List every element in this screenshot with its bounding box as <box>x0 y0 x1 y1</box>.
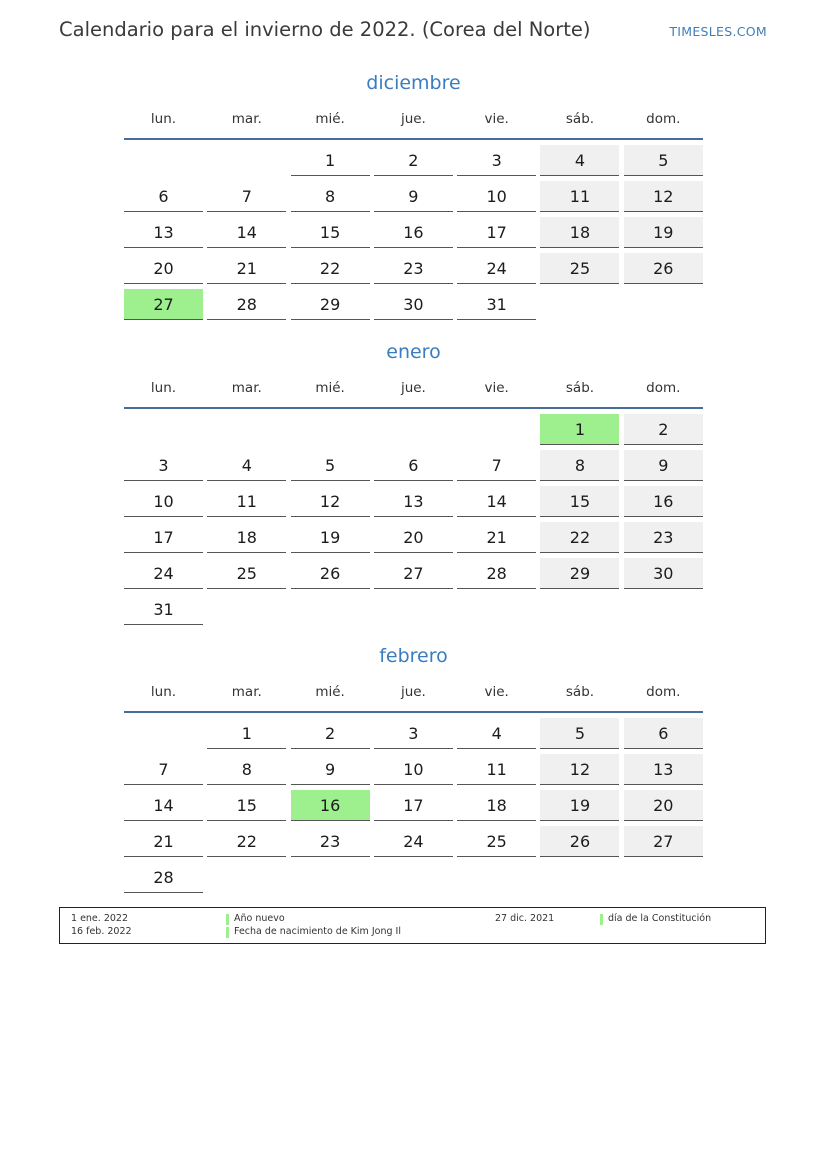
day-cell[interactable]: 8 <box>540 450 619 481</box>
day-cell[interactable]: 13 <box>124 217 203 248</box>
day-cell[interactable]: 27 <box>374 558 453 589</box>
empty-cell <box>457 862 536 893</box>
day-cell[interactable]: 4 <box>540 145 619 176</box>
day-grid <box>124 414 703 625</box>
legend-holiday-3: Fecha de nacimiento de Kim Jong Il <box>234 926 401 937</box>
empty-cell <box>540 594 619 625</box>
day-cell[interactable]: 20 <box>374 522 453 553</box>
month-title: diciembre <box>366 72 461 94</box>
legend-holiday-1: Año nuevo <box>234 913 285 924</box>
day-grid <box>124 145 703 320</box>
day-cell[interactable]: 9 <box>624 450 703 481</box>
weekday-label: dom. <box>646 111 681 127</box>
day-cell[interactable]: 28 <box>124 862 203 893</box>
weekday-label: mar. <box>231 111 262 127</box>
day-cell[interactable]: 19 <box>624 217 703 248</box>
day-cell[interactable]: 30 <box>624 558 703 589</box>
holiday-legend <box>59 907 766 944</box>
weekday-label: jue. <box>400 111 426 127</box>
empty-cell <box>291 862 370 893</box>
empty-cell <box>207 414 286 445</box>
day-cell[interactable]: 2 <box>624 414 703 445</box>
empty-cell <box>624 594 703 625</box>
day-cell[interactable]: 9 <box>291 754 370 785</box>
weekday-header <box>124 677 703 707</box>
day-cell[interactable]: 16 <box>374 217 453 248</box>
day-cell[interactable]: 7 <box>457 450 536 481</box>
day-cell[interactable]: 1 <box>207 718 286 749</box>
empty-cell <box>624 289 703 320</box>
legend-marker-3 <box>226 927 229 938</box>
page-title: Calendario para el invierno de 2022. (Corea del Norte) <box>59 18 591 41</box>
day-cell[interactable]: 2 <box>374 145 453 176</box>
day-cell[interactable]: 27 <box>624 826 703 857</box>
weekday-label: mar. <box>231 380 262 396</box>
month-february <box>124 641 703 893</box>
day-cell[interactable]: 20 <box>624 790 703 821</box>
empty-cell <box>540 862 619 893</box>
day-cell[interactable]: 5 <box>624 145 703 176</box>
day-cell[interactable]: 19 <box>291 522 370 553</box>
header-divider <box>124 711 703 713</box>
legend-date-2: 27 dic. 2021 <box>495 913 555 924</box>
day-cell[interactable]: 13 <box>374 486 453 517</box>
day-cell[interactable]: 3 <box>374 718 453 749</box>
day-cell[interactable]: 18 <box>207 522 286 553</box>
weekday-label: sáb. <box>565 684 595 700</box>
empty-cell <box>374 594 453 625</box>
day-cell[interactable]: 21 <box>457 522 536 553</box>
day-cell[interactable]: 28 <box>457 558 536 589</box>
day-cell[interactable]: 9 <box>374 181 453 212</box>
day-cell[interactable]: 16 <box>624 486 703 517</box>
day-cell[interactable]: 5 <box>540 718 619 749</box>
day-cell[interactable]: 6 <box>124 181 203 212</box>
day-cell[interactable]: 31 <box>124 594 203 625</box>
day-cell[interactable]: 3 <box>457 145 536 176</box>
day-cell[interactable]: 28 <box>207 289 286 320</box>
empty-cell <box>457 594 536 625</box>
weekday-label: vie. <box>484 684 509 700</box>
empty-cell <box>374 414 453 445</box>
day-cell[interactable]: 11 <box>540 181 619 212</box>
day-cell[interactable]: 14 <box>457 486 536 517</box>
day-cell[interactable]: 24 <box>374 826 453 857</box>
day-cell[interactable]: 24 <box>124 558 203 589</box>
day-cell[interactable]: 29 <box>291 289 370 320</box>
day-cell[interactable]: 26 <box>291 558 370 589</box>
day-cell[interactable]: 23 <box>624 522 703 553</box>
empty-cell <box>207 145 286 176</box>
day-cell[interactable]: 7 <box>207 181 286 212</box>
day-cell[interactable]: 10 <box>457 181 536 212</box>
brand-link[interactable]: TIMESLES.COM <box>669 24 767 39</box>
weekday-label: sáb. <box>565 380 595 396</box>
day-cell[interactable]: 22 <box>207 826 286 857</box>
legend-marker-2 <box>600 914 603 925</box>
weekday-label: dom. <box>646 380 681 396</box>
day-cell[interactable]: 11 <box>207 486 286 517</box>
day-cell[interactable]: 12 <box>624 181 703 212</box>
weekday-label: sáb. <box>565 111 595 127</box>
day-cell[interactable]: 6 <box>374 450 453 481</box>
day-cell[interactable]: 25 <box>540 253 619 284</box>
day-cell[interactable]: 24 <box>457 253 536 284</box>
day-cell[interactable]: 23 <box>291 826 370 857</box>
day-cell[interactable]: 31 <box>457 289 536 320</box>
day-cell[interactable]: 15 <box>540 486 619 517</box>
month-title: enero <box>386 341 441 363</box>
day-cell[interactable]: 26 <box>624 253 703 284</box>
day-cell[interactable]: 25 <box>207 558 286 589</box>
day-cell[interactable]: 21 <box>124 826 203 857</box>
day-cell[interactable]: 17 <box>374 790 453 821</box>
day-cell[interactable]: 22 <box>540 522 619 553</box>
day-cell[interactable]: 29 <box>540 558 619 589</box>
weekday-label: lun. <box>150 111 177 127</box>
day-cell[interactable]: 15 <box>207 790 286 821</box>
day-cell[interactable]: 4 <box>457 718 536 749</box>
day-grid <box>124 718 703 893</box>
day-cell[interactable]: 3 <box>124 450 203 481</box>
day-cell[interactable]: 27 <box>124 289 203 320</box>
day-cell[interactable]: 21 <box>207 253 286 284</box>
weekday-label: mar. <box>231 684 262 700</box>
day-cell[interactable]: 8 <box>291 181 370 212</box>
day-cell[interactable]: 17 <box>457 217 536 248</box>
legend-date-3: 16 feb. 2022 <box>71 926 132 937</box>
legend-holiday-2: día de la Constitución <box>608 913 712 924</box>
day-cell[interactable]: 23 <box>374 253 453 284</box>
weekday-label: jue. <box>400 380 426 396</box>
weekday-header <box>124 104 703 134</box>
day-cell[interactable]: 7 <box>124 754 203 785</box>
day-cell[interactable]: 14 <box>124 790 203 821</box>
empty-cell <box>291 414 370 445</box>
empty-cell <box>124 718 203 749</box>
day-cell[interactable]: 8 <box>207 754 286 785</box>
day-cell[interactable]: 12 <box>540 754 619 785</box>
day-cell[interactable]: 13 <box>624 754 703 785</box>
header-divider <box>124 407 703 409</box>
legend-marker-1 <box>226 914 229 925</box>
weekday-label: mié. <box>315 684 345 700</box>
empty-cell <box>374 862 453 893</box>
header-divider <box>124 138 703 140</box>
day-cell[interactable]: 1 <box>540 414 619 445</box>
weekday-label: vie. <box>484 111 509 127</box>
weekday-label: jue. <box>400 684 426 700</box>
day-cell[interactable]: 6 <box>624 718 703 749</box>
day-cell[interactable]: 18 <box>457 790 536 821</box>
month-january <box>124 337 703 625</box>
month-december <box>124 68 703 320</box>
weekday-label: lun. <box>150 684 177 700</box>
empty-cell <box>207 862 286 893</box>
month-title: febrero <box>379 645 448 667</box>
day-cell[interactable]: 25 <box>457 826 536 857</box>
day-cell[interactable]: 26 <box>540 826 619 857</box>
day-cell[interactable]: 12 <box>291 486 370 517</box>
legend-date-1: 1 ene. 2022 <box>71 913 128 924</box>
day-cell[interactable]: 16 <box>291 790 370 821</box>
day-cell[interactable]: 17 <box>124 522 203 553</box>
day-cell[interactable]: 5 <box>291 450 370 481</box>
empty-cell <box>124 145 203 176</box>
day-cell[interactable]: 10 <box>124 486 203 517</box>
weekday-label: lun. <box>150 380 177 396</box>
empty-cell <box>540 289 619 320</box>
empty-cell <box>124 414 203 445</box>
day-cell[interactable]: 11 <box>457 754 536 785</box>
day-cell[interactable]: 1 <box>291 145 370 176</box>
day-cell[interactable]: 4 <box>207 450 286 481</box>
day-cell[interactable]: 30 <box>374 289 453 320</box>
empty-cell <box>291 594 370 625</box>
weekday-header <box>124 373 703 403</box>
day-cell[interactable]: 2 <box>291 718 370 749</box>
day-cell[interactable]: 18 <box>540 217 619 248</box>
day-cell[interactable]: 15 <box>291 217 370 248</box>
empty-cell <box>457 414 536 445</box>
day-cell[interactable]: 20 <box>124 253 203 284</box>
day-cell[interactable]: 14 <box>207 217 286 248</box>
day-cell[interactable]: 22 <box>291 253 370 284</box>
weekday-label: vie. <box>484 380 509 396</box>
day-cell[interactable]: 19 <box>540 790 619 821</box>
weekday-label: mié. <box>315 111 345 127</box>
weekday-label: dom. <box>646 684 681 700</box>
empty-cell <box>624 862 703 893</box>
empty-cell <box>207 594 286 625</box>
weekday-label: mié. <box>315 380 345 396</box>
day-cell[interactable]: 10 <box>374 754 453 785</box>
